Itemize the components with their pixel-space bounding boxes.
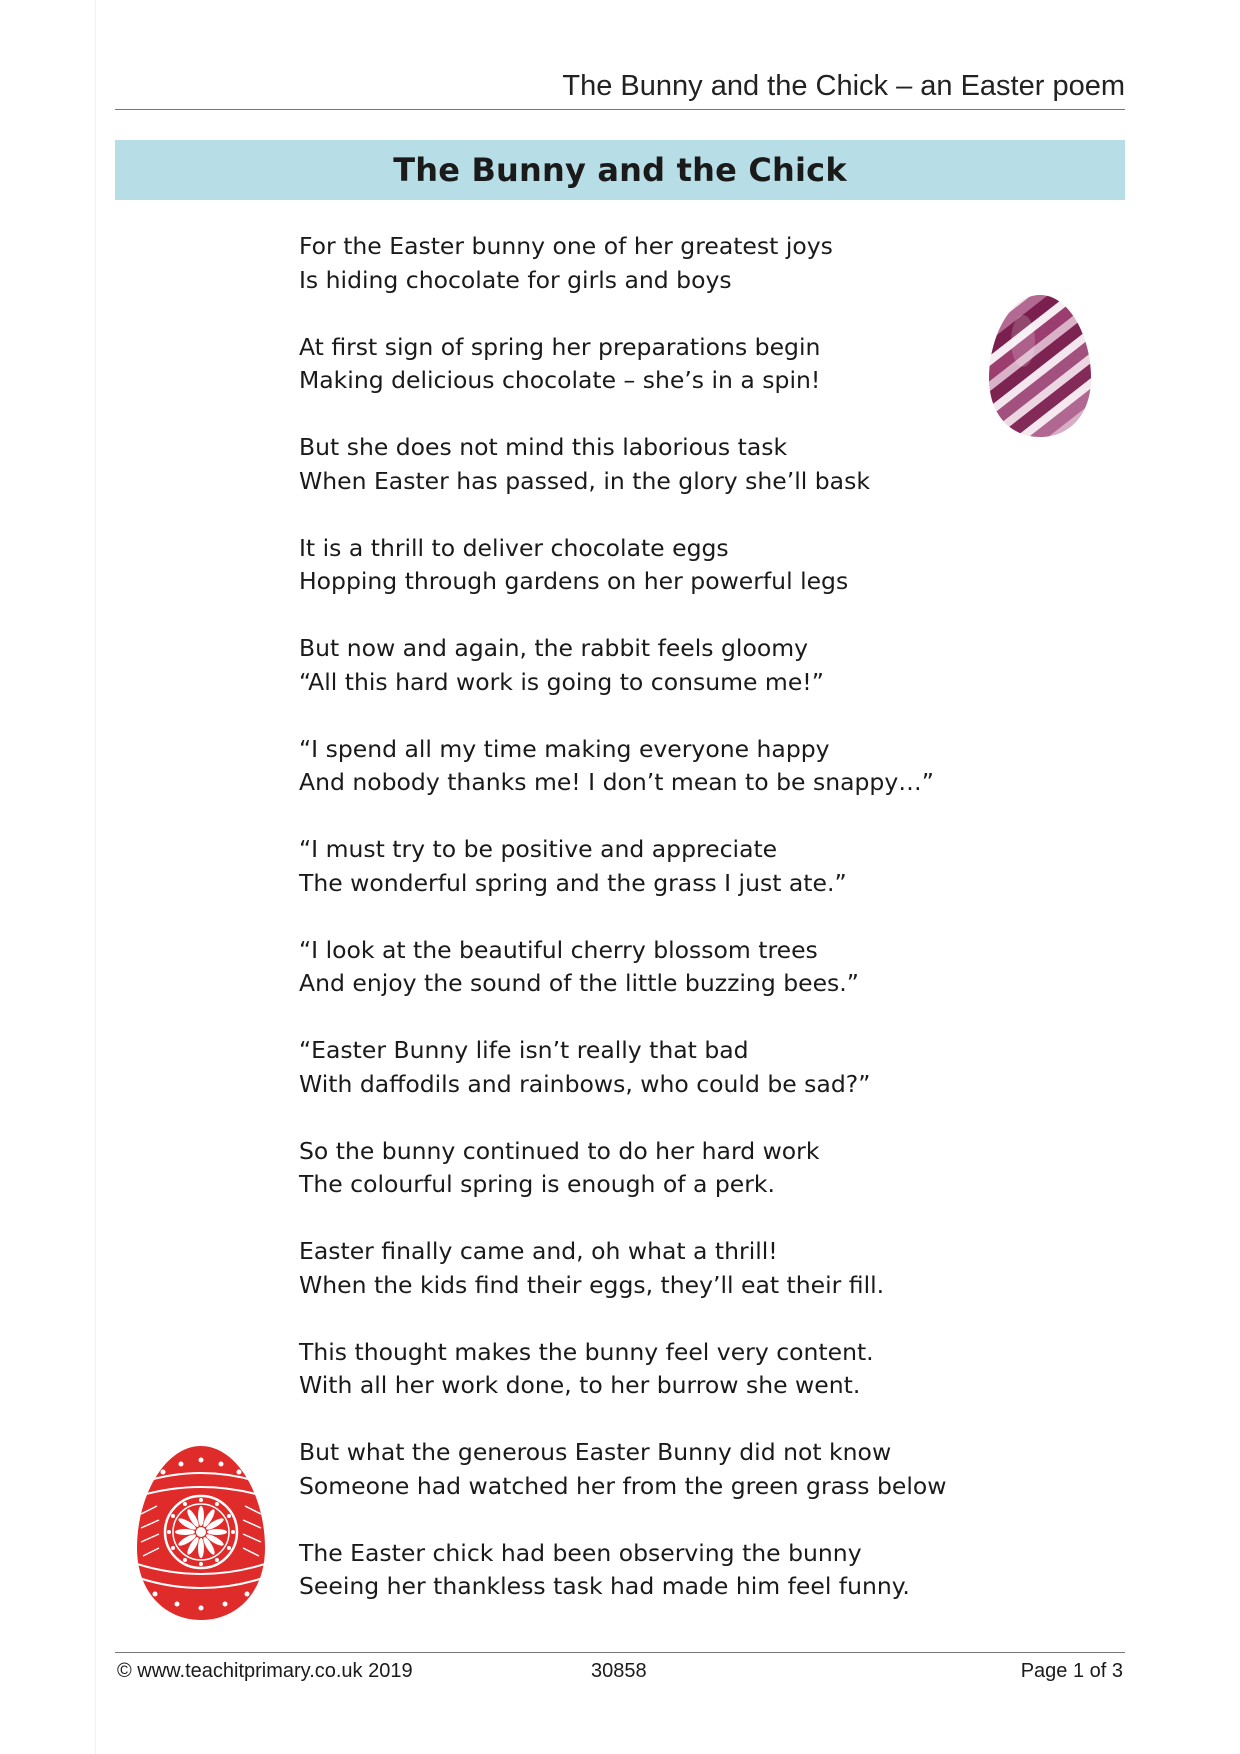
poem-line: Hopping through gardens on her powerful legs bbox=[299, 567, 849, 595]
poem-stanza bbox=[299, 1336, 999, 1403]
footer-doc-id: 30858 bbox=[591, 1660, 647, 1682]
poem-line: When Easter has passed, in the glory she’ll bask bbox=[299, 466, 870, 495]
poem-line: “All this hard work is going to consume me!” bbox=[299, 667, 824, 696]
poem-stanza bbox=[299, 1436, 999, 1503]
poem-line: But now and again, the rabbit feels gloomy bbox=[299, 634, 809, 662]
running-header: The Bunny and the Chick – an Easter poem bbox=[562, 70, 1125, 102]
poem-line: Making delicious chocolate – she’s in a spin! bbox=[299, 366, 821, 394]
poem-line: Seeing her thankless task had made him feel funny. bbox=[299, 1572, 910, 1600]
striped-egg-icon bbox=[985, 293, 1095, 439]
poem-stanza bbox=[299, 733, 999, 800]
poem-line: For the Easter bunny one of her greatest joys bbox=[299, 232, 833, 260]
poem-line: The wonderful spring and the grass I just ate.” bbox=[299, 868, 847, 897]
page-edge bbox=[95, 0, 96, 1754]
poem-line: And enjoy the sound of the little buzzing bees.” bbox=[299, 969, 859, 997]
poem-line: “I look at the beautiful cherry blossom trees bbox=[299, 935, 818, 964]
red-pattern-egg-icon bbox=[133, 1444, 269, 1622]
poem-line: But what the generous Easter Bunny did not know bbox=[299, 1438, 892, 1466]
poem-line: Someone had watched her from the green grass below bbox=[299, 1471, 947, 1500]
footer bbox=[115, 1660, 1125, 1686]
footer-copyright: © www.teachitprimary.co.uk 2019 bbox=[117, 1660, 413, 1682]
poem-stanza bbox=[299, 632, 999, 699]
header-divider bbox=[115, 109, 1125, 110]
poem-line: “I spend all my time making everyone happy bbox=[299, 734, 830, 763]
poem-line: This thought makes the bunny feel very content. bbox=[299, 1337, 874, 1366]
poem-line: So the bunny continued to do her hard work bbox=[299, 1136, 820, 1165]
poem-line: At first sign of spring her preparations begin bbox=[299, 332, 821, 361]
poem-line: It is a thrill to deliver chocolate eggs bbox=[299, 533, 729, 562]
page-title: The Bunny and the Chick bbox=[393, 151, 847, 189]
poem-stanza bbox=[299, 431, 999, 498]
poem-stanza bbox=[299, 230, 999, 297]
footer-divider bbox=[115, 1652, 1125, 1653]
poem-line: Is hiding chocolate for girls and boys bbox=[299, 265, 732, 294]
poem-stanza bbox=[299, 1135, 999, 1202]
poem-stanza bbox=[299, 1034, 999, 1101]
poem-line: When the kids find their eggs, they’ll eat their fill. bbox=[299, 1270, 885, 1299]
poem-line: The colourful spring is enough of a perk. bbox=[299, 1170, 775, 1198]
poem-stanza bbox=[299, 331, 999, 398]
poem-line: Easter finally came and, oh what a thrill! bbox=[299, 1237, 778, 1265]
poem-stanza bbox=[299, 833, 999, 900]
poem-line: “Easter Bunny life isn’t really that bad bbox=[299, 1036, 749, 1064]
poem-stanza bbox=[299, 1537, 999, 1604]
poem-line: The Easter chick had been observing the bunny bbox=[299, 1538, 862, 1567]
poem-line: With daffodils and rainbows, who could be sad?” bbox=[299, 1069, 871, 1098]
poem-line: But she does not mind this laborious task bbox=[299, 433, 788, 461]
poem-body bbox=[299, 230, 999, 1637]
poem-line: And nobody thanks me! I don’t mean to be snappy…” bbox=[299, 768, 934, 796]
poem-stanza bbox=[299, 934, 999, 1001]
poem-line: With all her work done, to her burrow she went. bbox=[299, 1371, 861, 1399]
title-banner bbox=[115, 140, 1125, 200]
footer-page-number: Page 1 of 3 bbox=[1020, 1660, 1123, 1682]
poem-stanza bbox=[299, 1235, 999, 1302]
poem-line: “I must try to be positive and appreciate bbox=[299, 835, 778, 863]
poem-stanza bbox=[299, 532, 999, 599]
